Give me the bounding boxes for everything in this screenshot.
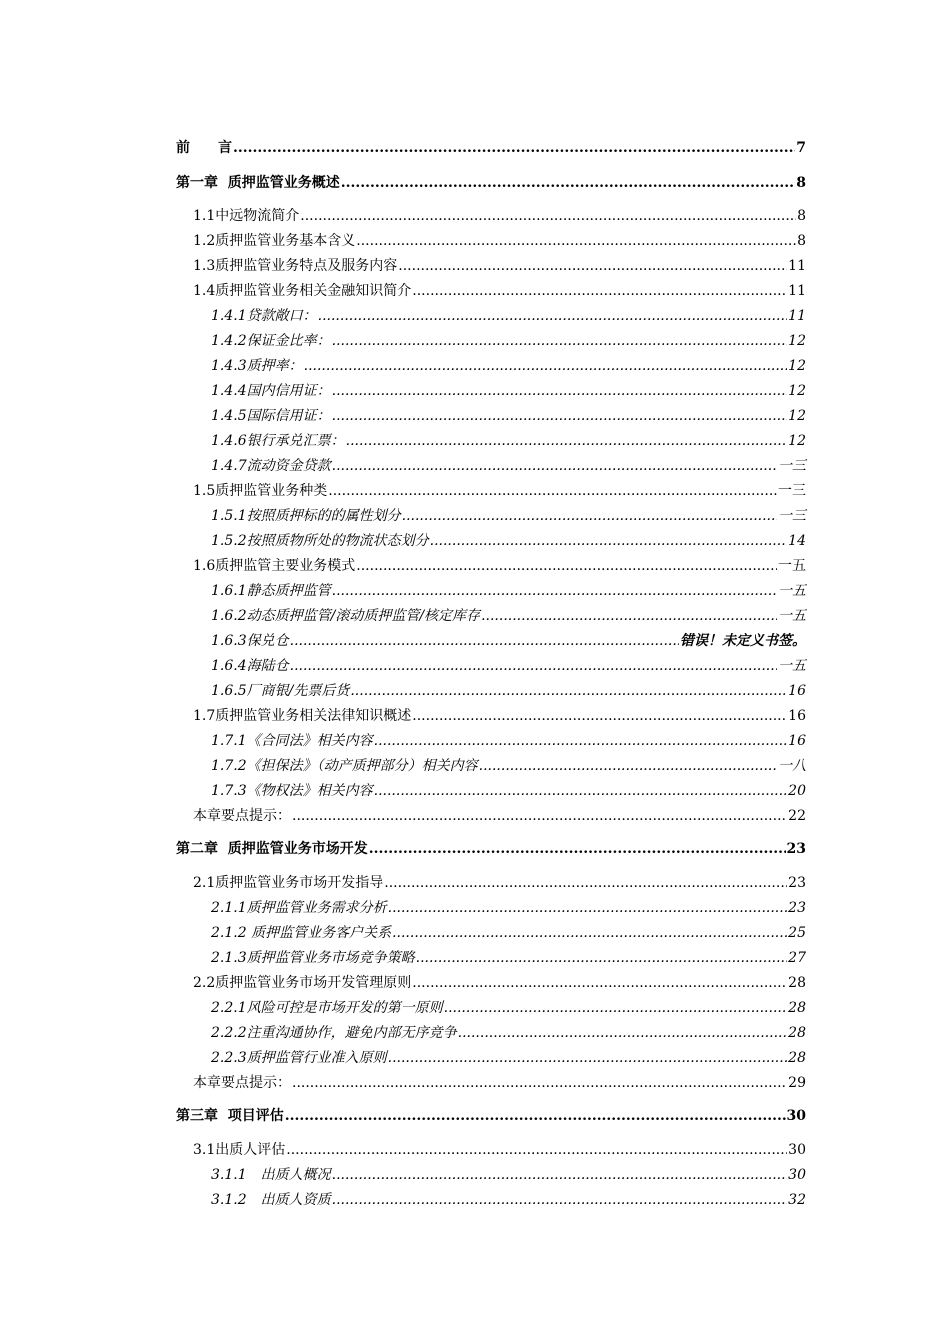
toc-entry[interactable] — [211, 897, 806, 919]
toc-entry-title: 2.1.2 质押监管业务客户关系 — [211, 925, 392, 941]
toc-leader-dots — [332, 333, 788, 349]
toc-entry-page-number: 28 — [788, 1000, 806, 1016]
toc-entry-page-number: 一五 — [778, 558, 806, 574]
toc-entry[interactable] — [193, 972, 806, 994]
toc-entry[interactable] — [211, 605, 806, 627]
toc-entry-error-text: 错误！未定义书签。 — [680, 633, 806, 649]
toc-entry-title: 3.1.1 出质人概况 — [211, 1167, 331, 1183]
toc-entry-title: 2.1质押监管业务市场开发指导 — [193, 875, 384, 891]
toc-entry-page-number: 20 — [788, 783, 806, 799]
toc-entry[interactable] — [193, 255, 806, 277]
toc-entry-title: 1.6.4海陆仓 — [211, 658, 289, 674]
toc-entry[interactable] — [211, 530, 806, 552]
toc-entry-page-number: 一三 — [778, 508, 806, 524]
toc-leader-dots — [318, 308, 788, 324]
toc-entry-title: 1.6.1静态质押监管 — [211, 583, 331, 599]
toc-entry-title: 1.4.6银行承兑汇票： — [211, 433, 345, 449]
toc-entry[interactable] — [211, 922, 806, 944]
toc-entry-title: 1.4.5国际信用证： — [211, 408, 331, 424]
toc-entry-page-number: 8 — [797, 208, 806, 224]
toc-leader-dots — [341, 175, 796, 191]
toc-leader-dots — [412, 283, 787, 299]
toc-entry-page-number: 一八 — [778, 758, 806, 774]
toc-entry-page-number: 11 — [788, 258, 806, 274]
toc-entry-title: 前 言 — [176, 140, 232, 156]
toc-entry-page-number: 27 — [788, 950, 806, 966]
toc-entry-page-number: 11 — [788, 308, 806, 324]
toc-entry[interactable] — [211, 630, 806, 652]
toc-entry[interactable] — [193, 555, 806, 577]
toc-entry-title: 1.4.3质押率： — [211, 358, 303, 374]
toc-entry[interactable] — [193, 480, 806, 502]
toc-entry[interactable] — [176, 137, 806, 159]
toc-leader-dots — [416, 950, 788, 966]
toc-entry-page-number: 12 — [788, 408, 806, 424]
toc-leader-dots — [374, 783, 788, 799]
toc-entry-title: 2.2质押监管业务市场开发管理原则 — [193, 975, 412, 991]
toc-entry-page-number: 23 — [786, 841, 806, 857]
toc-entry[interactable] — [211, 405, 806, 427]
toc-entry-title: 1.4.2保证金比率： — [211, 333, 331, 349]
toc-entry-title: 3.1.2 出质人资质 — [211, 1192, 331, 1208]
toc-entry[interactable] — [211, 1164, 806, 1186]
toc-entry[interactable] — [211, 380, 806, 402]
toc-entry-title: 1.6.3保兑仓 — [211, 633, 289, 649]
toc-leader-dots — [398, 258, 787, 274]
toc-entry-page-number: 30 — [788, 1167, 806, 1183]
toc-entry[interactable] — [193, 805, 806, 827]
toc-entry-page-number: 28 — [788, 1025, 806, 1041]
toc-entry-page-number: 12 — [788, 383, 806, 399]
toc-entry-title: 1.2质押监管业务基本含义 — [193, 233, 356, 249]
toc-entry[interactable] — [176, 172, 806, 194]
toc-leader-dots — [304, 358, 788, 374]
toc-entry-page-number: 16 — [788, 683, 806, 699]
toc-leader-dots — [388, 1050, 788, 1066]
toc-entry[interactable] — [176, 838, 806, 860]
toc-entry-title: 1.5质押监管业务种类 — [193, 483, 328, 499]
toc-entry-title: 3.1出质人评估 — [193, 1142, 286, 1158]
toc-leader-dots — [292, 1075, 787, 1091]
toc-entry-page-number: 28 — [788, 1050, 806, 1066]
toc-entry-page-number: 30 — [788, 1142, 806, 1158]
toc-leader-dots — [332, 408, 788, 424]
toc-entry-title: 1.6质押监管主要业务模式 — [193, 558, 356, 574]
toc-entry-title: 1.7.3《物权法》相关内容 — [211, 783, 373, 799]
toc-entry-page-number: 一五 — [778, 583, 806, 599]
toc-entry[interactable] — [193, 1072, 806, 1094]
toc-entry[interactable] — [211, 1189, 806, 1211]
toc-entry-title: 1.1中远物流简介 — [193, 208, 300, 224]
toc-leader-dots — [384, 875, 787, 891]
toc-entry-title: 1.7.2《担保法》（动产质押部分）相关内容 — [211, 758, 478, 774]
toc-entry-title: 2.2.2注重沟通协作，避免内部无序竞争 — [211, 1025, 457, 1041]
toc-entry[interactable] — [211, 680, 806, 702]
toc-entry[interactable] — [176, 1105, 806, 1127]
toc-entry-page-number: 一五 — [778, 658, 806, 674]
toc-entry-title: 1.4.1贷款敞口： — [211, 308, 317, 324]
toc-leader-dots — [356, 558, 777, 574]
toc-entry[interactable] — [211, 305, 806, 327]
toc-leader-dots — [332, 383, 788, 399]
toc-entry[interactable] — [193, 230, 806, 252]
toc-leader-dots — [479, 758, 777, 774]
toc-leader-dots — [332, 1167, 788, 1183]
toc-leader-dots — [290, 633, 679, 649]
toc-entry[interactable] — [211, 1047, 806, 1069]
toc-entry-title: 1.3质押监管业务特点及服务内容 — [193, 258, 398, 274]
toc-leader-dots — [402, 508, 777, 524]
toc-entry-page-number: 7 — [796, 140, 806, 156]
toc-entry-page-number: 12 — [788, 333, 806, 349]
toc-entry[interactable] — [211, 730, 806, 752]
toc-leader-dots — [374, 733, 788, 749]
toc-leader-dots — [369, 841, 786, 857]
toc-leader-dots — [292, 808, 787, 824]
toc-leader-dots — [458, 1025, 788, 1041]
toc-entry-title: 2.1.1质押监管业务需求分析 — [211, 900, 387, 916]
toc-entry-page-number: 11 — [788, 283, 806, 299]
toc-entry-page-number: 12 — [788, 358, 806, 374]
toc-entry-title: 1.6.2动态质押监管/滚动质押监管/核定库存 — [211, 608, 481, 624]
toc-entry[interactable] — [193, 280, 806, 302]
toc-entry[interactable] — [211, 655, 806, 677]
toc-entry-page-number: 8 — [797, 233, 806, 249]
toc-entry-title: 第三章 项目评估 — [176, 1108, 284, 1124]
toc-entry-page-number: 29 — [788, 1075, 806, 1091]
toc-entry[interactable] — [193, 705, 806, 727]
toc-entry-page-number: 30 — [786, 1108, 806, 1124]
toc-entry-page-number: 23 — [788, 900, 806, 916]
toc-entry[interactable] — [193, 1139, 806, 1161]
toc-entry-page-number: 32 — [788, 1192, 806, 1208]
toc-entry-title: 本章要点提示： — [193, 1075, 291, 1091]
toc-entry-title: 1.4质押监管业务相关金融知识简介 — [193, 283, 412, 299]
toc-leader-dots — [356, 233, 796, 249]
toc-entry-page-number: 22 — [788, 808, 806, 824]
toc-entry-title: 第二章 质押监管业务市场开发 — [176, 841, 368, 857]
toc-leader-dots — [300, 208, 796, 224]
toc-entry-page-number: 28 — [788, 975, 806, 991]
toc-leader-dots — [332, 458, 777, 474]
toc-leader-dots — [392, 925, 787, 941]
toc-leader-dots — [430, 533, 788, 549]
toc-entry-title: 1.6.5厂商银/先票后货 — [211, 683, 350, 699]
toc-entry[interactable] — [211, 780, 806, 802]
toc-entry-page-number: 8 — [796, 175, 806, 191]
toc-leader-dots — [444, 1000, 788, 1016]
toc-entry-page-number: 一五 — [778, 608, 806, 624]
toc-entry[interactable] — [211, 355, 806, 377]
toc-leader-dots — [286, 1142, 787, 1158]
toc-entry[interactable] — [211, 330, 806, 352]
toc-entry-title: 1.4.7流动资金贷款 — [211, 458, 331, 474]
toc-entry[interactable] — [211, 580, 806, 602]
toc-entry[interactable] — [211, 1022, 806, 1044]
toc-entry[interactable] — [211, 455, 806, 477]
toc-entry[interactable] — [211, 430, 806, 452]
toc-leader-dots — [332, 1192, 788, 1208]
toc-entry-title: 2.2.3质押监管行业准入原则 — [211, 1050, 387, 1066]
toc-entry-title: 1.7.1《合同法》相关内容 — [211, 733, 373, 749]
toc-entry-title: 1.5.2按照质物所处的物流状态划分 — [211, 533, 429, 549]
toc-entry-title: 1.7质押监管业务相关法律知识概述 — [193, 708, 412, 724]
toc-leader-dots — [412, 975, 787, 991]
toc-leader-dots — [350, 683, 787, 699]
toc-entry-page-number: 25 — [788, 925, 806, 941]
toc-entry[interactable] — [211, 505, 806, 527]
toc-entry-title: 1.4.4国内信用证： — [211, 383, 331, 399]
toc-entry-page-number: 23 — [788, 875, 806, 891]
toc-entry-page-number: 14 — [788, 533, 806, 549]
toc-leader-dots — [285, 1108, 786, 1124]
toc-entry[interactable] — [193, 872, 806, 894]
toc-entry[interactable] — [211, 755, 806, 777]
toc-leader-dots — [388, 900, 788, 916]
toc-entry-title: 1.5.1按照质押标的的属性划分 — [211, 508, 401, 524]
toc-leader-dots — [412, 708, 787, 724]
toc-leader-dots — [328, 483, 777, 499]
toc-leader-dots — [233, 140, 795, 156]
toc-entry-page-number: 16 — [788, 708, 806, 724]
toc-entry-page-number: 一三 — [778, 483, 806, 499]
toc-entry-title: 第一章 质押监管业务概述 — [176, 175, 340, 191]
toc-entry[interactable] — [193, 205, 806, 227]
toc-entry-title: 2.2.1风险可控是市场开发的第一原则 — [211, 1000, 443, 1016]
toc-entry[interactable] — [211, 947, 806, 969]
toc-entry-page-number: 一三 — [778, 458, 806, 474]
toc-leader-dots — [346, 433, 788, 449]
toc-leader-dots — [290, 658, 777, 674]
toc-entry[interactable] — [211, 997, 806, 1019]
toc-entry-page-number: 12 — [788, 433, 806, 449]
toc-leader-dots — [481, 608, 777, 624]
toc-entry-page-number: 16 — [788, 733, 806, 749]
toc-entry-title: 2.1.3质押监管业务市场竞争策略 — [211, 950, 415, 966]
toc-entry-title: 本章要点提示： — [193, 808, 291, 824]
toc-leader-dots — [332, 583, 777, 599]
